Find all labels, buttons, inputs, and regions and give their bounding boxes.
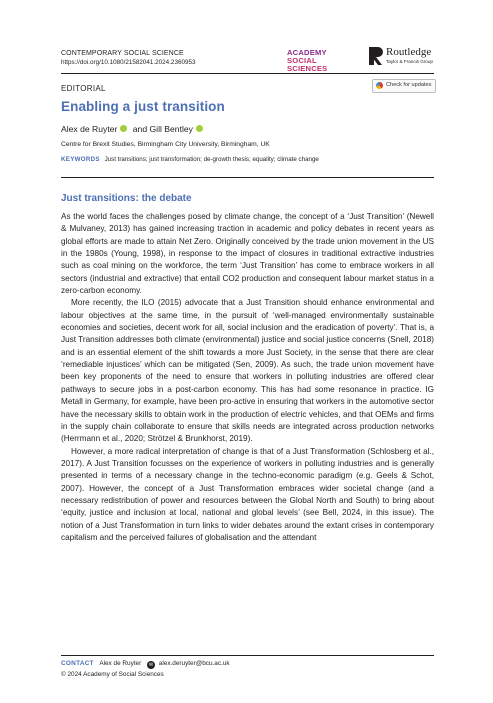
- header-divider: [61, 73, 434, 74]
- email-icon: ✉: [148, 662, 154, 668]
- crossmark-icon: [376, 82, 383, 89]
- check-for-updates-button[interactable]: [372, 79, 436, 93]
- contact-name: Alex de Ruyter: [99, 660, 142, 667]
- copyright: © 2024 Academy of Social Sciences: [61, 671, 164, 678]
- keywords-list: Just transitions; just transformation; de-growth thesis; equality; climate change: [104, 156, 319, 163]
- academy-logo-line2: SOCIAL SCIENCES: [287, 56, 328, 73]
- article-type: EDITORIAL: [61, 84, 106, 93]
- doi-link[interactable]: https://doi.org/10.1080/21582041.2024.2360953: [61, 59, 196, 66]
- contact-label: CONTACT: [61, 660, 94, 667]
- section-heading: Just transitions: the debate: [61, 193, 192, 204]
- contact-email[interactable]: alex.deruyter@bcu.ac.uk: [158, 660, 230, 667]
- paragraph: However, a more radical interpretation of change is that of a Just Transformation (Schlosberg et al., 2017). A Just Transition focusses on the experience of workers in polluting industries and is generally presented in terms of a necessary change in the techno-economic paradigm (e.g. Geels & Schot, 2007). However, the concept of a Just Transformation embraces wider societal change (and a necessary redistribution of power and resources between the Global North and South) to bring about ‘equity, justice and inclusion at local, national and global levels’ (see Bell, 2024, in this issue). The notion of a Just Transformation in turn links to wider debates around the extant crises in contemporary capitalism and the perceived failures of globalisation and the attendant: [61, 446, 434, 542]
- author-list: [61, 124, 206, 134]
- paragraph: As the world faces the challenges posed by climate change, the concept of a ‘Just Transition’ (Newell & Mulvaney, 2013) has gained increasing traction in academic and policy debates in recent years as global efforts are made to attain Net Zero. Originally conceived by the trade union movement in the US in the 1980s (Young, 1998), in response to the impact of closures in traditional extractive industries such as coal mining on the workforce, the term ‘Just Transition’ has come to embrace workers in all sectors (industrial and extractive) that entail CO2 production and consequent labour market status in a zero-carbon economy.: [61, 212, 434, 296]
- author-conjunction: and: [132, 124, 148, 134]
- author-name[interactable]: Gill Bentley: [149, 124, 193, 134]
- keywords: [61, 156, 319, 163]
- keywords-divider: [61, 177, 434, 178]
- keywords-label: KEYWORDS: [61, 156, 100, 163]
- check-for-updates-label: Check for updates: [386, 82, 432, 88]
- footer-divider: [61, 655, 434, 656]
- affiliation: Centre for Brexit Studies, Birmingham City University, Birmingham, UK: [61, 141, 270, 148]
- academy-logo: [287, 49, 359, 73]
- paragraph: More recently, the ILO (2015) advocate that a Just Transition should enhance environmental and labour objectives at the same time, in the pursuit of ‘well-managed environmentally sustainable economies and societies, decent work for all, social inclusion and the eradication of poverty’. That is, a Just Transition addresses both climate (environmental) justice and social justice concerns (Snell, 2018) and is an essential element of the shift towards a more Just Society, in the sense that there are clear ‘remediable injustices’ which can be mitigated (Sen, 2009). As such, the trade union movement have been key proponents of the need to ensure that workers in polluting industries are offered clear pathways to secure jobs in a post-carbon economy. This has had some resonance in practice. IG Metall in Germany, for example, have been pro-active in ensuring that workers in the automotive sector have the necessary skills to obtain work in the production of electric vehicles, and that OEMs and firms in the supply chain collaborate to ensure that skills needs are integrated across production networks (Herrmann et al., 2020; Strötzel & Brunkhorst, 2019).: [61, 298, 434, 444]
- body-text: [61, 211, 434, 544]
- author-name[interactable]: Alex de Ruyter: [61, 124, 118, 134]
- routledge-logo-icon: [368, 46, 384, 66]
- journal-name: CONTEMPORARY SOCIAL SCIENCE: [61, 50, 184, 57]
- article-title: Enabling a just transition: [61, 99, 225, 114]
- orcid-icon[interactable]: [196, 125, 203, 132]
- publisher-name: Routledge: [386, 46, 432, 58]
- orcid-icon[interactable]: [120, 125, 127, 132]
- contact-line: [61, 660, 230, 669]
- academy-logo-line1: ACADEMY: [287, 48, 327, 57]
- publisher-subtitle: Taylor & Francis Group: [386, 59, 433, 64]
